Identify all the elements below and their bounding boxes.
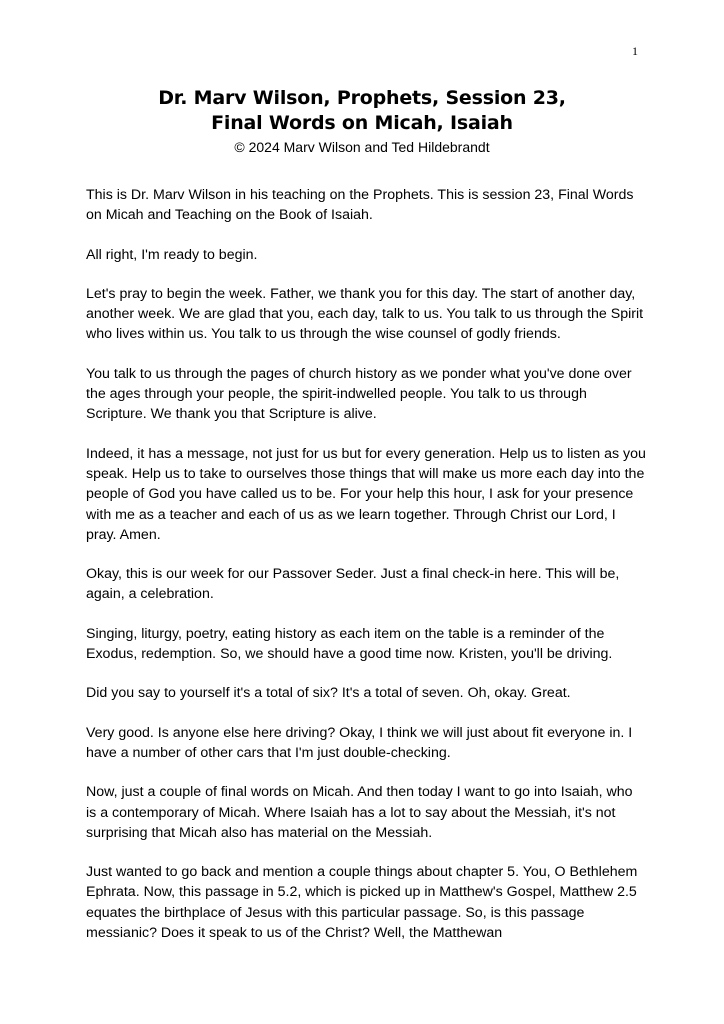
paragraph: Singing, liturgy, poetry, eating history as each item on the table is a reminder of the Exodus, redemption. So, we should have a good time now. Kristen, you'll be driving. (86, 625, 613, 663)
paragraph: Did you say to yourself it's a total of six? It's a total of seven. Oh, okay. Great. (86, 685, 571, 702)
document-body (86, 185, 646, 962)
paragraph: Indeed, it has a message, not just for us but for every generation. Help us to listen as you speak. Help us to take to ourselves those things that will make us more each day into the people of God you have called us to be. For your help this hour, I ask for your presence with me as a teacher and each of us as we learn together. Through Christ our Lord, I pray. Amen. (86, 445, 646, 543)
paragraph: You talk to us through the pages of church history as we ponder what you've done over the ages through your people, the spirit-indwelled people. You talk to us through Scripture. We thank you that Scripture is alive. (86, 365, 632, 423)
document-title-line-1: Dr. Marv Wilson, Prophets, Session 23, (158, 87, 566, 109)
paragraph: All right, I'm ready to begin. (86, 246, 258, 263)
page-number: 1 (632, 44, 638, 58)
paragraph: Very good. Is anyone else here driving? Okay, I think we will just about fit everyone in. I have a number of other cars that I'm just double-checking. (86, 724, 633, 761)
paragraph: This is Dr. Marv Wilson in his teaching on the Prophets. This is session 23, Final Words on Micah and Teaching on the Book of Isaiah. (86, 187, 634, 224)
paragraph: Let's pray to begin the week. Father, we thank you for this day. The start of another day, another week. We are glad that you, each day, talk to us. You talk to us through the Spirit who lives within us. You talk to us through the wise counsel of godly friends. (86, 285, 644, 343)
title-block (0, 86, 724, 157)
paragraph: Okay, this is our week for our Passover Seder. Just a final check-in here. This will be, again, a celebration. (86, 566, 620, 603)
paragraph: Now, just a couple of final words on Micah. And then today I want to go into Isaiah, who is a contemporary of Micah. Where Isaiah has a lot to say about the Messiah, it's not surprising that Micah also has material on the Messiah. (86, 784, 633, 841)
document-title-line-2: Final Words on Micah, Isaiah (211, 112, 513, 134)
paragraph: Just wanted to go back and mention a couple things about chapter 5. You, O Bethlehem Ephrata. Now, this passage in 5.2, which is picked up in Matthew's Gospel, Matthew 2.5 equates the birthplace of Jesus with this particular passage. So, is this passage messianic? Does it speak to us of the Christ? Well, the Matthewan (86, 864, 638, 942)
copyright-notice: © 2024 Marv Wilson and Ted Hildebrandt (234, 139, 490, 155)
